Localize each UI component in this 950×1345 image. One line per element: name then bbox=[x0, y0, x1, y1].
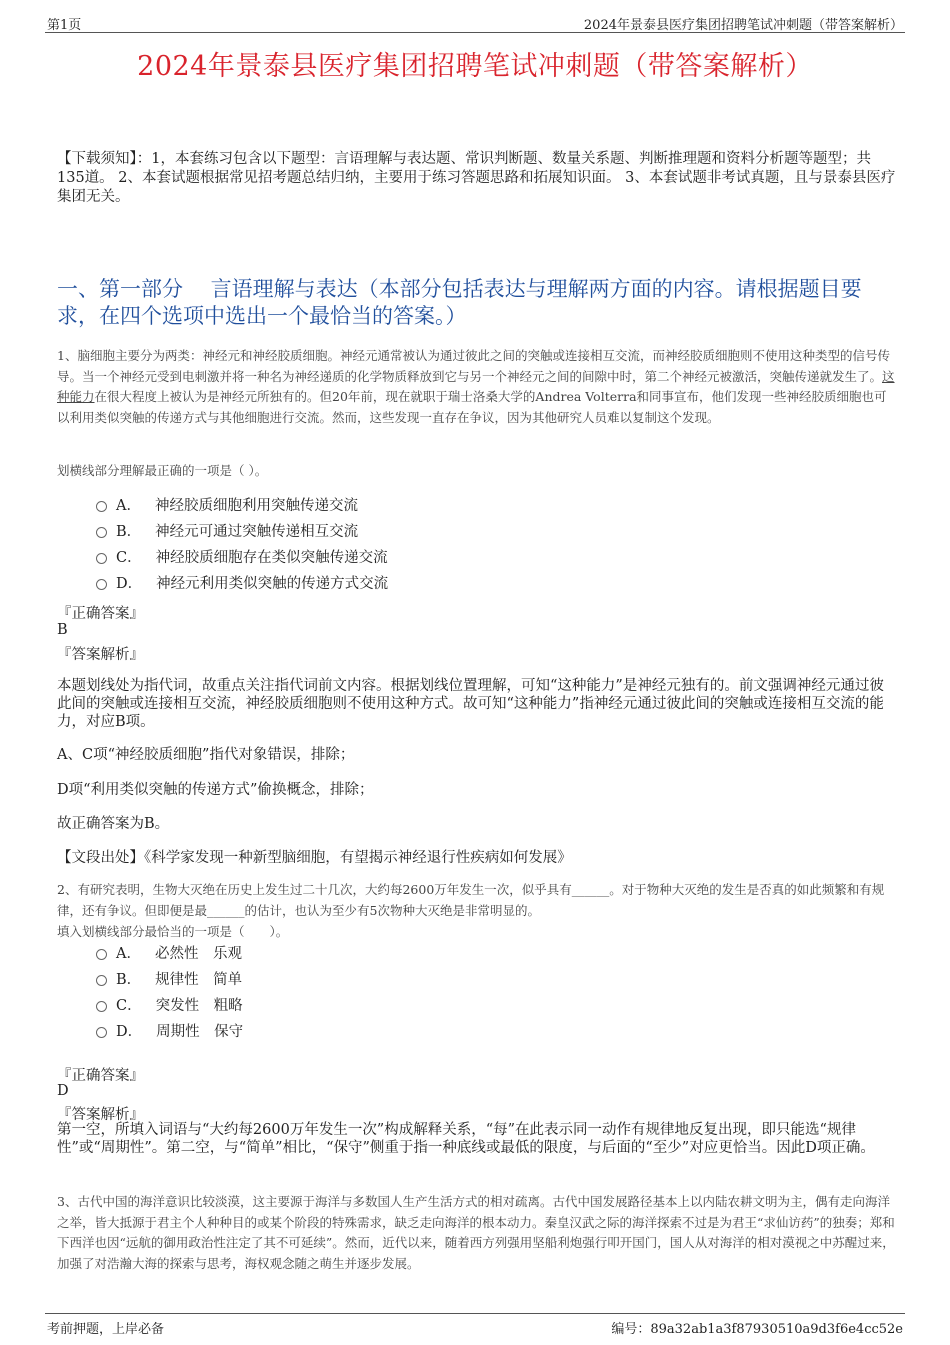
q1-analysis-paragraph: A、C项“神经胶质细胞”指代对象错误，排除； bbox=[57, 747, 355, 763]
radio-icon[interactable] bbox=[96, 975, 107, 986]
radio-icon[interactable] bbox=[96, 949, 107, 960]
q2-analysis-paragraph: 第一空，所填入词语与“大约每2600万年发生一次”构成解释关系，“每”在此表示同一动作有规律地反复出现，即只能选“规律性”或“周期性”。第二空，与“简单”相比，“保守”侧重于指一种底线或最低的限度，与后面的“至少”对应更恰当。因此D项正确。 bbox=[57, 1122, 875, 1156]
underlined-phrase: 这种能力 bbox=[57, 368, 895, 404]
page-header bbox=[45, 10, 905, 33]
question-1-ask: 划横线部分理解最正确的一项是（ ）。 bbox=[57, 463, 268, 478]
q1-option-d[interactable]: D． 神经元利用类似突触的传递方式交流 bbox=[96, 574, 388, 594]
page-footer bbox=[45, 1313, 905, 1337]
question-2-ask: 填入划横线部分最恰当的一项是（ ）。 bbox=[57, 924, 289, 939]
q1-analysis-paragraph: D项“利用类似突触的传递方式”偷换概念，排除； bbox=[57, 782, 374, 798]
q2-option-a[interactable]: A． 必然性 乐观 bbox=[96, 944, 242, 964]
q2-analysis-label: 『答案解析』 bbox=[57, 1107, 144, 1123]
section-heading: 一、第一部分 言语理解与表达（本部分包括表达与理解两方面的内容。请根据题目要求，在四个选项中选出一个最恰当的答案。） bbox=[57, 277, 862, 328]
download-notice: 【下载须知】：1，本套练习包含以下题型：言语理解与表达题、常识判断题、数量关系题、判断推理题和资料分析题等题型；共135道。 2、本套试题根据常见招考题总结归纳，主要用于练习答题思路和拓展知识面。 3、本套试题非考试真题，且与景泰县医疗集团无关。 bbox=[57, 151, 896, 205]
radio-icon[interactable] bbox=[96, 501, 107, 512]
radio-icon[interactable] bbox=[96, 1001, 107, 1012]
question-2-text: 2、有研究表明，生物大灭绝在历史上发生过二十几次，大约每2600万年发生一次，似乎具有______。对于物种大灭绝的发生是否真的如此频繁和有规律，还有争议。但即便是最______的估计，也认为至少有5次物种大灭绝是非常明显的。 bbox=[57, 882, 885, 918]
q2-answer: D bbox=[57, 1083, 69, 1099]
footer-slogan: 考前押题，上岸必备 bbox=[47, 1322, 165, 1337]
page-number: 第1页 bbox=[47, 18, 82, 33]
header-doc-title: 2024年景泰县医疗集团招聘笔试冲刺题（带答案解析） bbox=[583, 18, 903, 33]
q1-answer-label: 『正确答案』 bbox=[57, 606, 144, 622]
q1-option-a[interactable]: A． 神经胶质细胞利用突触传递交流 bbox=[96, 496, 358, 516]
q2-option-c[interactable]: C． 突发性 粗略 bbox=[96, 996, 243, 1016]
q2-option-d[interactable]: D． 周期性 保守 bbox=[96, 1022, 243, 1042]
q1-source: 【文段出处】《科学家发现一种新型脑细胞，有望揭示神经退行性疾病如何发展》 bbox=[57, 850, 572, 866]
radio-icon[interactable] bbox=[96, 527, 107, 538]
q1-answer: B bbox=[57, 622, 68, 638]
radio-icon[interactable] bbox=[96, 553, 107, 564]
page-title: 2024年景泰县医疗集团招聘笔试冲刺题（带答案解析） bbox=[137, 51, 813, 82]
q1-analysis-paragraph: 故正确答案为B。 bbox=[57, 816, 170, 832]
q1-analysis-paragraph: 本题划线处为指代词，故重点关注指代词前文内容。根据划线位置理解，可知“这种能力”是神经元独有的。前文强调神经元通过彼此间的突触或连接相互交流，神经胶质细胞则不使用这种方式。故可知“这种能力”指神经元通过彼此间的突触或连接相互交流的能力，对应B项。 bbox=[57, 678, 884, 730]
q1-option-b[interactable]: B． 神经元可通过突触传递相互交流 bbox=[96, 522, 358, 542]
q2-answer-label: 『正确答案』 bbox=[57, 1068, 144, 1084]
q1-option-c[interactable]: C． 神经胶质细胞存在类似突触传递交流 bbox=[96, 548, 388, 568]
question-3-text: 3、古代中国的海洋意识比较淡漠，这主要源于海洋与多数国人生产生活方式的相对疏离。古代中国发展路径基本上以内陆农耕文明为主，偶有走向海洋之举，皆大抵源于君主个人种种目的或某个阶段的特殊需求，缺乏走向海洋的根本动力。秦皇汉武之际的海洋探索不过是为君王“求仙访药”的独奏；郑和下西洋也因“远航的御用政治性注定了其不可延续”。然而，近代以来，随着西方列强用坚船利炮强行叩开国门，国人从对海洋的相对漠视之中苏醒过来，加强了对浩瀚大海的探索与思考，海权观念随之萌生并逐步发展。 bbox=[57, 1194, 895, 1271]
q1-analysis-label: 『答案解析』 bbox=[57, 647, 144, 663]
question-1-text: 1、脑细胞主要分为两类：神经元和神经胶质细胞。神经元通常被认为通过彼此之间的突触或连接相互交流，而神经胶质细胞则不使用这种类型的信号传导。当一个神经元受到电刺激并将一种名为神经递质的化学物质释放到它与另一个神经元之间的间隙中时，第二个神经元被激活，突触传递就发生了。这种能力在很大程度上被认为是神经元所独有的。但20年前，现在就职于瑞士洛桑大学的Andrea Volterra和同事宣布，他们发现一些神经胶质细胞也可以利用类似突触的传递方式与其他细胞进行交流。然而，这些发现一直存在争议，因为其他研究人员难以复制这个发现。 bbox=[57, 348, 895, 425]
q2-option-b[interactable]: B． 规律性 简单 bbox=[96, 970, 242, 990]
radio-icon[interactable] bbox=[96, 1027, 107, 1038]
radio-icon[interactable] bbox=[96, 579, 107, 590]
footer-id: 编号：89a32ab1a3f87930510a9d3f6e4cc52e bbox=[611, 1322, 903, 1337]
